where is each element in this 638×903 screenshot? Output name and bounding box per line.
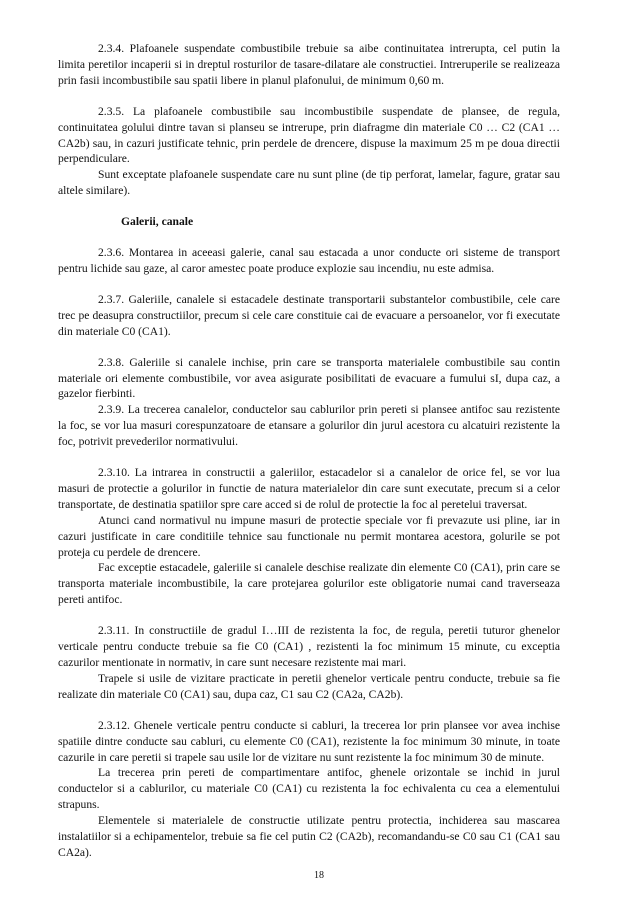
paragraph-gap <box>58 703 560 718</box>
paragraph-gap <box>58 277 560 292</box>
paragraph-2-3-11: 2.3.11. In constructiile de gradul I…III de rezistenta la foc, de regula, peretii tuturor ghenelor verticale pentru conducte trebuie sa fie C0 (CA1) , rezistenti la foc minimum 15 minute, cu exceptia cazurilor mentionate in normativ, in care sunt necesare rezistente mai mari. <box>58 624 560 669</box>
paragraph-open-galleries: Fac exceptie estacadele, galeriile si canalele deschise realizate din elemente C0 (CA1), prin care se transporta materiale incombustibile, la care protejarea golurilor este obligatorie numai cand traverseaza pereti antifoc. <box>58 561 560 607</box>
page-number: 18 <box>314 870 324 881</box>
paragraph-horizontal-shafts: La trecerea prin pereti de compartimentare antifoc, ghenele orizontale se inchid in jurul conductelor si a cablurilor, cu materiale C0 (CA1) cu rezistenta la foc echivalenta cu cea a elementului strapuns. <box>58 766 560 812</box>
paragraph-2-3-12: 2.3.12. Ghenele verticale pentru conducte si cabluri, la trecerea lor prin plansee vor avea inchise spatiile dintre conducte sau cabluri, cu elemente C0 (CA1), rezistente la foc minimum 30 minute, in toate cazurile in care peretii si trapele sau usile lor de vizitare nu sunt rezistente la foc minimum 30 de minute. <box>58 718 560 764</box>
paragraph-gap <box>58 340 560 355</box>
paragraph-2-3-7: 2.3.7. Galeriile, canalele si estacadele destinate transportarii substantelor combustibile, cele care trec pe deasupra constructiilor, precum si cele care constituie cai de evacuare a persoanelor, vor fi executate din materiale C0 (CA1). <box>58 292 560 338</box>
paragraph-2-3-9: 2.3.9. La trecerea canalelor, conductelor sau cablurilor prin pereti si plansee antifoc sau rezistente la foc, se vor lua masuri corespunzatoare de etansare a golurilor din jurul acestora cu alcatuiri rezistente la foc, potrivit prevederilor normativului. <box>58 403 560 449</box>
paragraph-gap <box>58 89 560 104</box>
section-heading: Galerii, canale <box>121 215 194 229</box>
paragraph-gap <box>58 608 560 623</box>
paragraph-2-3-6: 2.3.6. Montarea in aceeasi galerie, canal sau estacada a unor conducte ori sisteme de transport pentru lichide sau gaze, al caror amestec poate produce explozie sau incendiu, nu este admisa. <box>58 246 560 275</box>
paragraph-2-3-4: 2.3.4. Plafoanele suspendate combustibile trebuie sa aibe continuitatea intrerupta, cel putin la limita peretilor incaperii si in dreptul rosturilor de tasare-dilatare ale constructiei. Intreruperile se realizeaza prin fasii incombustibile sau spatii libere in planul plafonului, de minimum 0,60 m. <box>58 42 560 87</box>
paragraph-materials: Elementele si materialele de constructie utilizate pentru protectia, inchiderea sau mascarea instalatiilor si a echipamentelor, trebuie sa fie cel putin C2 (CA2b), recomandandu-se C0 sau C1 (CA1 sau CA2a). <box>58 814 560 859</box>
paragraph-gap <box>58 230 560 245</box>
paragraph-gap <box>58 199 560 214</box>
paragraph-2-3-8: 2.3.8. Galeriile si canalele inchise, prin care se transporta materialele combustibile sau contin materiale ori elemente combustibile, vor avea asigurate posibilitati de evacuare a fumului sI, dupa caz, a gazelor fierbinti. <box>58 355 560 401</box>
paragraph-gap <box>58 450 560 465</box>
paragraph-2-3-5: 2.3.5. La plafoanele combustibile sau incombustibile suspendate de plansee, de regula, continuitatea golului dintre tavan si planseu se intrerupe, prin diafragme din materiale C0 … C2 (CA1 … CA2b) sau, in cazuri justificate tehnic, prin perdele de drencere, dispuse la maximum 25 m pe doua directii perpendiculare. <box>58 104 560 166</box>
paragraph-2-3-10: 2.3.10. La intrarea in constructii a galeriilor, estacadelor si a canalelor de orice fel, se vor lua masuri de protectie a golurilor in functie de natura materialelor din care sunt executate, precum si a celor transportate, de destinatia spatiilor spre care acced si de rolul de protectie la foc al peretelui traversat. <box>58 466 560 511</box>
paragraph-doors-curtains: Atunci cand normativul nu impune masuri de protectie speciale vor fi prevazute usi pline, iar in cazuri justificate in care conditiile tehnice sau functionale nu permit montarea acestora, golurile se pot proteja cu perdele de drencere. <box>58 513 560 559</box>
paragraph-trapdoors: Trapele si usile de vizitare practicate in peretii ghenelor verticale pentru conducte, trebuie sa fie realizate din materiale C0 (CA1) sau, dupa caz, C1 sau C2 (CA2a, CA2b). <box>58 671 560 701</box>
paragraph-exceptions: Sunt exceptate plafoanele suspendate care nu sunt pline (de tip perforat, lamelar, fagure, gratar sau altele similare). <box>58 168 560 198</box>
